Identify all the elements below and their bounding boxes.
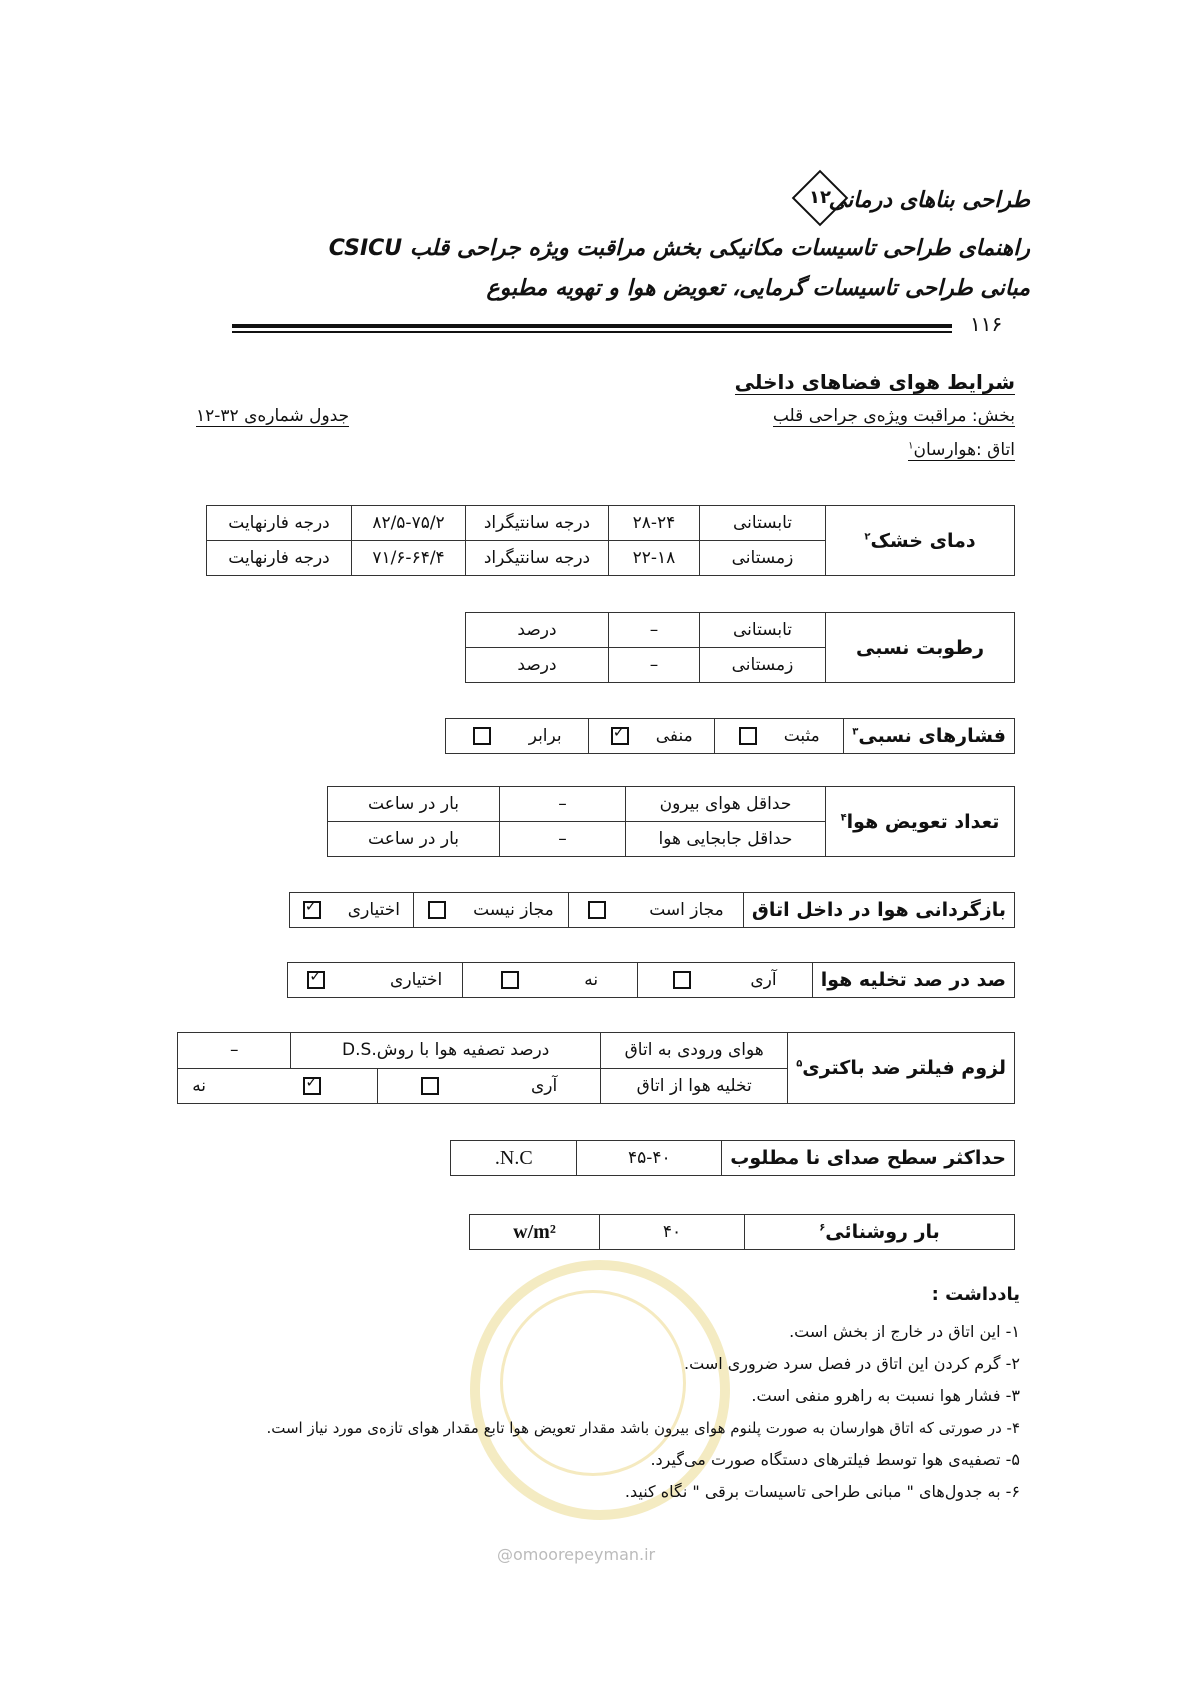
season-cell: تابستانی — [700, 613, 826, 648]
checkbox-icon[interactable] — [739, 727, 757, 745]
note-item: ۵- تصفیه‌ی هوا توسط فیلترهای دستگاه صورت می‌گیرد. — [650, 1450, 1020, 1469]
humidity-unit: درصد — [466, 613, 609, 648]
air-change-unit: بار در ساعت — [328, 787, 500, 822]
notes-title: یادداشت : — [931, 1284, 1020, 1305]
pressure-option-positive[interactable]: مثبت — [715, 719, 844, 754]
fahrenheit-unit: درجه فارنهایت — [207, 541, 352, 576]
humidity-value: – — [609, 613, 700, 648]
noise-value: ۴۵-۴۰ — [577, 1141, 722, 1176]
humidity-label: رطوبت نسبی — [826, 613, 1015, 683]
recirculation-table — [289, 892, 1015, 928]
fahrenheit-range: ۸۲/۵-۷۵/۲ — [352, 506, 466, 541]
checkbox-icon[interactable] — [673, 971, 691, 989]
recirculation-option-optional[interactable]: اختیاری ✓ — [289, 893, 413, 928]
header-line-1: طراحی بناهای درمانی — [828, 188, 1030, 213]
air-change-value: – — [500, 822, 626, 857]
note-item: ۲- گرم کردن این اتاق در فصل سرد ضروری است. — [684, 1354, 1020, 1373]
celsius-range: ۲۸-۲۴ — [609, 506, 700, 541]
header-rule-thin — [232, 331, 952, 333]
filter-row-name: تخلیه هوا از اتاق — [601, 1068, 788, 1104]
checkbox-checked-icon[interactable] — [303, 901, 321, 919]
pressure-label: فشارهای نسبی$^۳$ — [844, 719, 1015, 754]
page-number: ۱۱۶ — [970, 312, 1003, 336]
filter-option-no[interactable]: ✓ نه — [178, 1068, 378, 1104]
air-change-name: حداقل جابجایی هوا — [626, 822, 826, 857]
recirculation-label: بازگردانی هوا در داخل اتاق — [743, 893, 1014, 928]
noise-table — [450, 1140, 1015, 1176]
air-changes-label: تعداد تعویض هوا$^۴$ — [826, 787, 1015, 857]
checkbox-icon[interactable] — [428, 901, 446, 919]
exhaust-option-yes[interactable]: آری — [637, 963, 812, 998]
header-line-3: مبانی طراحی تاسیسات گرمایی، تعویض هوا و تهویه مطبوع — [486, 276, 1030, 301]
filter-table — [177, 1032, 1015, 1104]
lighting-table — [469, 1214, 1015, 1250]
humidity-unit: درصد — [466, 648, 609, 683]
filter-method: درصد تصفیه هوا با روش.D.S — [291, 1033, 601, 1069]
air-change-unit: بار در ساعت — [328, 822, 500, 857]
humidity-table — [465, 612, 1015, 683]
chapter-badge: ۱۲ — [792, 170, 849, 227]
season-cell: تابستانی — [700, 506, 826, 541]
pressure-option-negative[interactable]: منفی ✓ — [589, 719, 715, 754]
pressure-table — [445, 718, 1015, 754]
celsius-unit: درجه سانتیگراد — [466, 506, 609, 541]
celsius-range: ۲۲-۱۸ — [609, 541, 700, 576]
notes-list — [120, 1316, 1020, 1508]
noise-unit: N.C. — [451, 1141, 577, 1176]
exhaust-option-no[interactable]: نه — [462, 963, 637, 998]
room: اتاق :هوارسان$^۱$ — [908, 440, 1015, 460]
dry-temp-table — [206, 505, 1015, 576]
filter-row-name: هوای ورودی به اتاق — [601, 1033, 788, 1069]
header-rule-thick — [232, 324, 952, 328]
filter-label: لزوم فیلتر ضد باکتری$^۵$ — [788, 1033, 1015, 1104]
note-item: ۱- این اتاق در خارج از بخش است. — [789, 1322, 1020, 1341]
checkbox-icon[interactable] — [501, 971, 519, 989]
checkbox-checked-icon[interactable] — [303, 1077, 321, 1095]
department: بخش: مراقبت ویژه‌ی جراحی قلب — [772, 406, 1015, 426]
note-item: ۶- به جدول‌های " مبانی طراحی تاسیسات برقی " نگاه کنید. — [624, 1482, 1020, 1501]
checkbox-checked-icon[interactable] — [307, 971, 325, 989]
checkbox-icon[interactable] — [588, 901, 606, 919]
humidity-value: – — [609, 648, 700, 683]
exhaust-table — [287, 962, 1015, 998]
lighting-value: ۴۰ — [600, 1215, 745, 1250]
air-change-name: حداقل هوای بیرون — [626, 787, 826, 822]
pressure-option-equal[interactable]: برابر — [446, 719, 589, 754]
air-change-value: – — [500, 787, 626, 822]
season-cell: زمستانی — [700, 648, 826, 683]
header-line-2: راهنمای طراحی تاسیسات مکانیکی بخش مراقبت ویژه جراحی قلب CSICU — [328, 236, 1030, 261]
fahrenheit-range: ۷۱/۶-۶۴/۴ — [352, 541, 466, 576]
dry-temp-label: دمای خشک$^۲$ — [826, 506, 1015, 576]
noise-label: حداکثر سطح صدای نا مطلوب — [722, 1141, 1015, 1176]
note-item: ۴- در صورتی که اتاق هوارسان به صورت پلنوم هوای بیرون باشد مقدار تعویض هوا تابع مقدار هوای تازه‌ی مورد نیاز است. — [266, 1419, 1020, 1437]
fahrenheit-unit: درجه فارنهایت — [207, 506, 352, 541]
season-cell: زمستانی — [700, 541, 826, 576]
exhaust-label: صد در صد تخلیه هوا — [812, 963, 1014, 998]
lighting-unit: w/m² — [470, 1215, 600, 1250]
table-number: جدول شماره‌ی ۳۲-۱۲ — [196, 406, 350, 426]
checkbox-checked-icon[interactable] — [611, 727, 629, 745]
recirculation-option-allowed[interactable]: مجاز است — [568, 893, 743, 928]
celsius-unit: درجه سانتیگراد — [466, 541, 609, 576]
filter-value: – — [178, 1033, 291, 1069]
checkbox-icon[interactable] — [473, 727, 491, 745]
checkbox-icon[interactable] — [421, 1077, 439, 1095]
watermark-text: @omoorepeyman.ir — [497, 1545, 656, 1564]
air-changes-table — [327, 786, 1015, 857]
recirculation-option-not-allowed[interactable]: مجاز نیست — [413, 893, 568, 928]
exhaust-option-optional[interactable]: اختیاری ✓ — [287, 963, 462, 998]
lighting-label: بار روشنائی$^۶$ — [745, 1215, 1015, 1250]
note-item: ۳- فشار هوا نسبت به راهرو منفی است. — [751, 1386, 1020, 1405]
filter-option-yes[interactable]: آری — [378, 1068, 601, 1104]
section-title: شرایط هوای فضاهای داخلی — [734, 370, 1015, 394]
